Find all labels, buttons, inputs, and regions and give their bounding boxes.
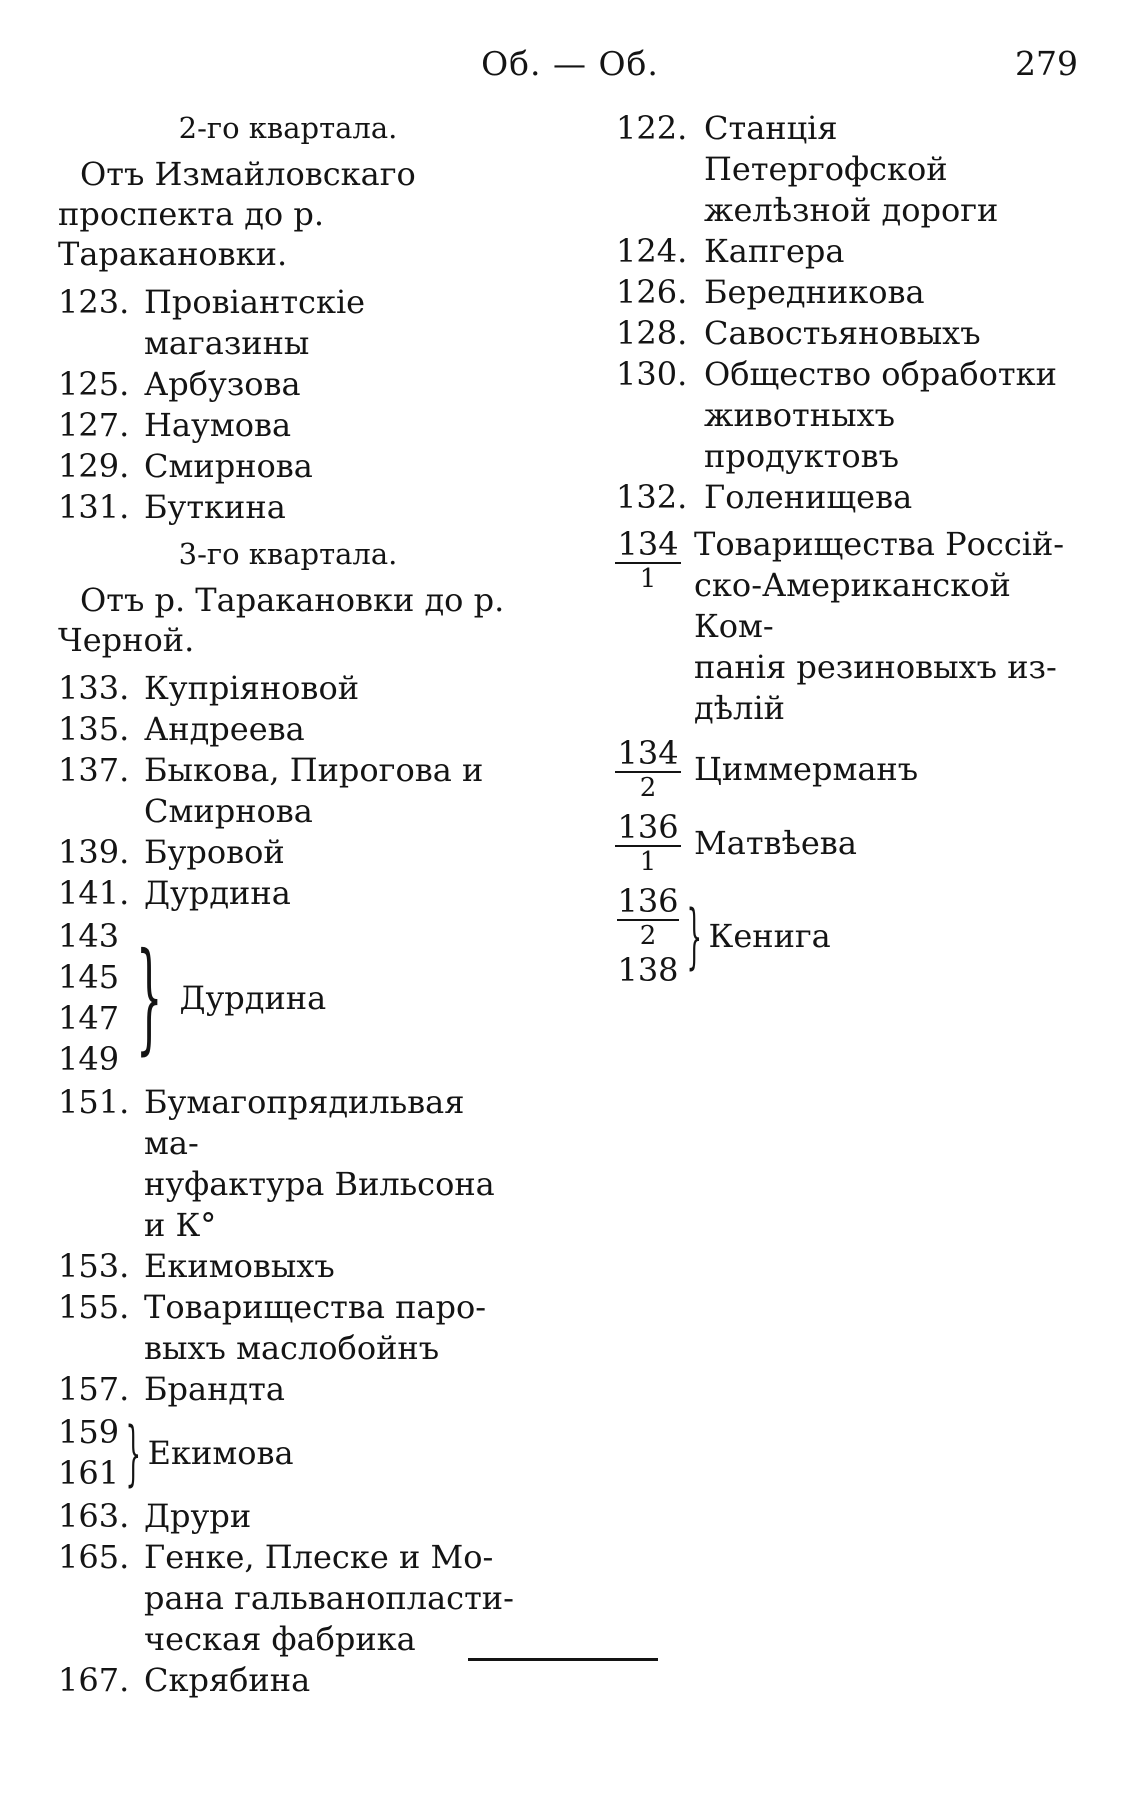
entry-text	[144, 873, 518, 914]
entry-text	[144, 1496, 518, 1537]
entry-number: 130.	[616, 355, 688, 393]
group-number: 147	[58, 999, 120, 1037]
entry-text	[704, 477, 1086, 518]
entry-text	[704, 272, 1086, 313]
fraction-entry	[616, 735, 1086, 803]
entry-text	[144, 709, 518, 750]
section-intro: Отъ Измайловскаго проспекта до р. Таракановки.	[58, 155, 416, 273]
entry-text: Матвѣева	[694, 823, 857, 862]
grouped-text: Екимова	[147, 1433, 294, 1472]
entry-number: 139.	[58, 833, 130, 871]
entry-line: Андреева	[144, 710, 305, 748]
entry-line: выхъ маслобойнъ	[144, 1329, 440, 1367]
entry-line: Генке, Плеске и Мо-	[144, 1538, 494, 1576]
fraction-top: 136	[617, 882, 679, 920]
list-item	[58, 832, 518, 873]
entry-line: Савостьяновыхъ	[704, 314, 981, 352]
entry-number: 132.	[616, 478, 688, 516]
list-item	[616, 477, 1086, 518]
entry-text	[704, 231, 1086, 272]
brace: }	[686, 895, 703, 977]
entry-number: 127.	[58, 406, 130, 444]
entry-number: 135.	[58, 710, 130, 748]
list-item	[616, 313, 1086, 354]
entry-text	[144, 1660, 518, 1701]
entry-text	[144, 750, 518, 832]
entry-line: Станція Петергофской	[704, 109, 948, 188]
entry-line: Купріяновой	[144, 669, 360, 707]
entry-line: Буровой	[144, 833, 285, 871]
entry-line: Бумагопрядильвая ма-	[144, 1083, 465, 1162]
entry-text	[144, 1082, 518, 1246]
group-number: 161	[58, 1454, 120, 1492]
entry-line: панія резиновыхъ из-	[694, 648, 1057, 686]
entry-line: ско-Американской Ком-	[694, 566, 1011, 645]
list-item	[58, 1082, 518, 1246]
list-item	[58, 487, 518, 528]
entry-line: ческая фабрика	[144, 1620, 416, 1658]
entry-line: Смирнова	[144, 792, 313, 830]
list-item	[58, 405, 518, 446]
entry-line: Товарищества Россій-	[694, 525, 1065, 563]
entry-number: 123.	[58, 283, 130, 321]
list-item	[58, 750, 518, 832]
list-item	[58, 709, 518, 750]
entry-text	[144, 405, 518, 446]
entry-text	[144, 487, 518, 528]
group-number: 143	[58, 917, 120, 955]
entry-number: 129.	[58, 447, 130, 485]
entry-line: Дурдина	[144, 874, 291, 912]
fraction-entry	[616, 809, 1086, 877]
fraction-number	[616, 809, 680, 877]
list-item	[616, 354, 1086, 477]
list-item	[58, 1496, 518, 1537]
entry-number: 163.	[58, 1497, 130, 1535]
group-number: 138	[617, 951, 679, 989]
entry-number: 124.	[616, 232, 688, 270]
entry-line: Провіантскіе магазины	[144, 283, 366, 362]
list-item	[616, 231, 1086, 272]
entry-line: Арбузова	[144, 365, 301, 403]
entry-line: Бередникова	[704, 273, 925, 311]
entry-line: Скрябина	[144, 1661, 311, 1699]
entry-line: и К°	[144, 1206, 217, 1244]
entry-line: желѣзной дороги	[704, 191, 999, 229]
list-item	[58, 1369, 518, 1410]
entry-number: 157.	[58, 1370, 130, 1408]
entry-line: Голенищева	[704, 478, 913, 516]
entry-text	[144, 282, 518, 364]
right-column	[616, 108, 1086, 989]
grouped-numbers	[616, 883, 680, 989]
entry-line: нуфактура Вильсона	[144, 1165, 495, 1203]
entry-line: Екимовыхъ	[144, 1247, 335, 1285]
entry-text	[704, 108, 1086, 231]
entry-text	[144, 1287, 518, 1369]
entry-line: Общество обработки	[704, 355, 1057, 393]
entry-text	[144, 668, 518, 709]
fraction-bottom: 2	[639, 773, 657, 803]
list-item	[58, 668, 518, 709]
entry-text	[144, 1246, 518, 1287]
entry-number: 137.	[58, 751, 130, 789]
entry-number: 153.	[58, 1247, 130, 1285]
grouped-entry	[58, 916, 518, 1080]
brace: }	[125, 1412, 142, 1494]
entry-number: 133.	[58, 669, 130, 707]
left-column	[58, 108, 518, 1701]
fraction-entry	[616, 524, 1086, 729]
entry-line: дѣлій	[694, 689, 785, 727]
entry-number: 122.	[616, 109, 688, 147]
entry-line: Наумова	[144, 406, 292, 444]
list-item	[58, 1660, 518, 1701]
page-number: 279	[1015, 44, 1078, 83]
fraction-bottom: 2	[639, 921, 657, 951]
list-item	[58, 1537, 518, 1660]
entry-list	[58, 1496, 518, 1701]
section-heading: 2-го квартала.	[178, 111, 398, 145]
entry-line: Капгера	[704, 232, 845, 270]
entry-line: Брандта	[144, 1370, 285, 1408]
list-item	[58, 873, 518, 914]
entry-line: Быкова, Пирогова и	[144, 751, 484, 789]
entry-list	[616, 108, 1086, 518]
entry-list	[58, 282, 518, 528]
entry-text	[144, 446, 518, 487]
list-item	[58, 1246, 518, 1287]
fraction-top: 134	[617, 525, 679, 563]
list-item	[58, 1287, 518, 1369]
list-item	[616, 108, 1086, 231]
grouped-numbers	[58, 916, 119, 1080]
fraction-number	[616, 735, 680, 803]
entry-number: 128.	[616, 314, 688, 352]
grouped-text: Кенига	[708, 916, 831, 955]
entry-text	[694, 524, 1086, 729]
entry-text	[704, 354, 1086, 477]
entry-number: 165.	[58, 1538, 130, 1576]
entry-line: Смирнова	[144, 447, 313, 485]
grouped-text: Дурдина	[179, 978, 327, 1017]
entry-list	[58, 1082, 518, 1410]
entry-line: рана гальванопласти-	[144, 1579, 514, 1617]
entry-text	[144, 1537, 518, 1660]
entry-number: 151.	[58, 1083, 130, 1121]
list-item	[616, 272, 1086, 313]
entry-text	[704, 313, 1086, 354]
running-title: Об. — Об.	[481, 44, 659, 83]
entry-text: Циммерманъ	[694, 749, 919, 788]
fraction-bottom: 1	[639, 564, 657, 594]
entry-line: Буткина	[144, 488, 286, 526]
entry-number: 125.	[58, 365, 130, 403]
entry-number: 126.	[616, 273, 688, 311]
entry-text	[144, 1369, 518, 1410]
entry-line: животныхъ продуктовъ	[704, 396, 899, 475]
entry-number: 155.	[58, 1288, 130, 1326]
section-intro: Отъ р. Таракановки до р. Черной.	[58, 581, 505, 659]
brace: }	[135, 928, 163, 1067]
entry-text	[144, 832, 518, 873]
entry-line: Товарищества паро-	[144, 1288, 487, 1326]
list-item	[58, 364, 518, 405]
fraction-bottom: 1	[639, 847, 657, 877]
entry-number: 141.	[58, 874, 130, 912]
group-number: 145	[58, 958, 120, 996]
page-header	[0, 44, 1140, 88]
fraction-number	[616, 526, 680, 594]
entry-list	[58, 668, 518, 914]
group-number: 149	[58, 1040, 120, 1078]
grouped-numbers	[58, 1412, 119, 1494]
list-item	[58, 446, 518, 487]
section-heading: 3-го квартала.	[178, 537, 398, 571]
fraction-top: 134	[617, 734, 679, 772]
group-number: 159	[58, 1413, 120, 1451]
entry-number: 167.	[58, 1661, 130, 1699]
grouped-entry	[616, 883, 1086, 989]
fraction-top: 136	[617, 808, 679, 846]
entry-number: 131.	[58, 488, 130, 526]
end-rule	[468, 1658, 658, 1661]
entry-line: Друри	[144, 1497, 252, 1535]
grouped-entry	[58, 1412, 518, 1494]
list-item	[58, 282, 518, 364]
entry-text	[144, 364, 518, 405]
